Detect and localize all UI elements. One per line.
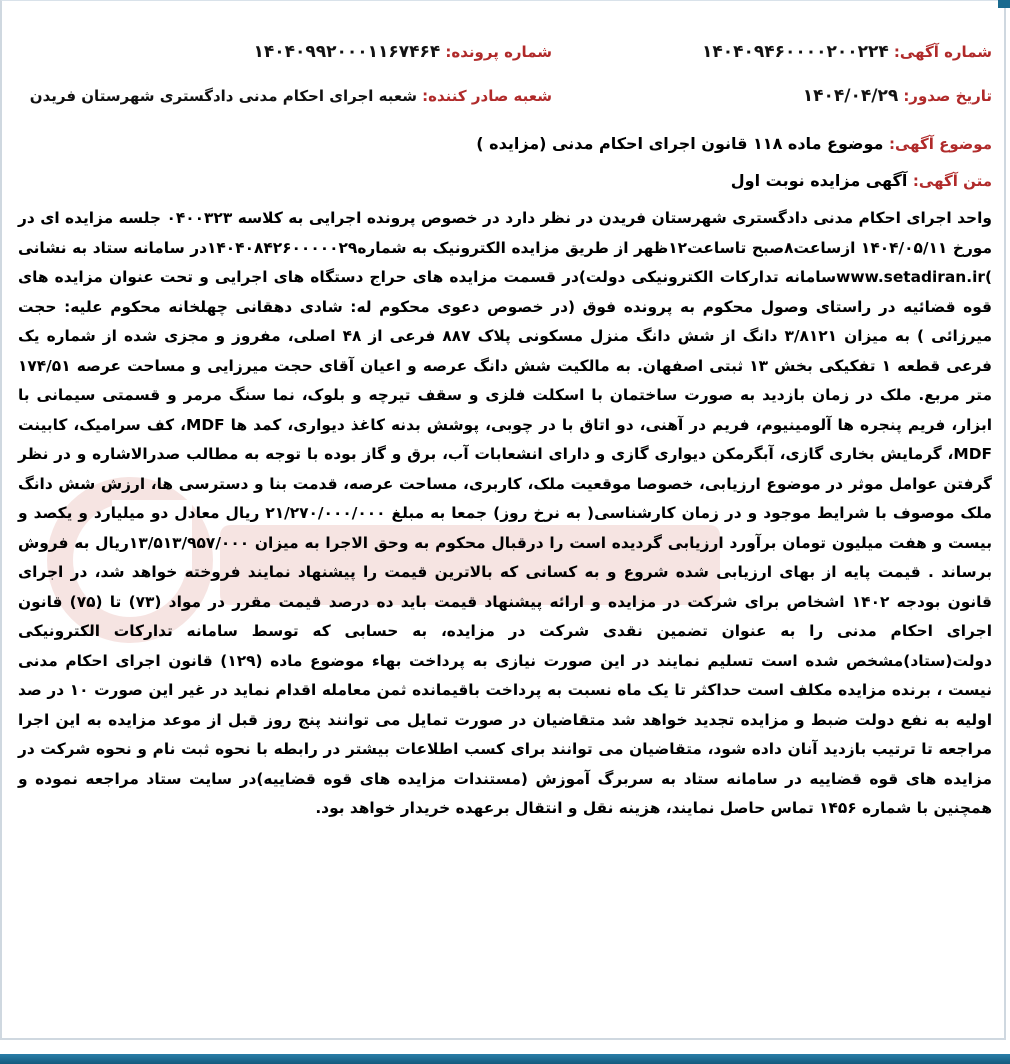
notice-number-value: ۱۴۰۴۰۹۴۶۰۰۰۰۲۰۰۲۲۴	[702, 42, 889, 62]
subject-label: موضوع آگهی:	[888, 135, 992, 153]
file-number-label: شماره پرونده:	[445, 43, 552, 61]
header-row-1	[18, 38, 992, 82]
issuer	[30, 86, 552, 105]
notice-number	[702, 42, 992, 62]
file-number	[254, 42, 552, 62]
notice-document	[18, 38, 992, 824]
file-number-value: ۱۴۰۴۰۹۹۲۰۰۰۱۱۶۷۴۶۴	[253, 42, 441, 62]
header-row-2	[18, 82, 992, 126]
window-corner	[998, 0, 1010, 8]
subject-value: موضوع ماده ۱۱۸ قانون اجرای احکام مدنی (مزایده )	[476, 134, 884, 153]
issuer-label: شعبه صادر کننده:	[422, 87, 552, 105]
notice-body: واحد اجرای احکام مدنی دادگستری شهرستان فریدن در نظر دارد در خصوص پرونده اجرایی به کلاسه ۰۴۰۰۳۲۳ جلسه مزایده ای در مورخ ۱۴۰۴/۰۵/۱۱ ازساعت۸صبح تاساعت۱۲ظهر از طریق مزایده الکترونیک به شماره۱۴۰۴۰۸۴۲۶۰۰۰۰۰۲۹در سامانه ستاد به نشانی )www.setadiran.irسامانه تدارکات الکترونیکی دولت)در قسمت مزایده های حراج دستگاه های اجرایی و تحت عنوان مزایده های قوه قضائیه در راستای وصول محکوم به پرونده فوق (در خصوص دعوی محکوم له: شادی دهقانی چهلخانه محکوم علیه: حجت میرزائی ) به میزان ۳/۸۱۲۱ دانگ از شش دانگ منزل مسکونی پلاک ۸۸۷ فرعی از ۴۸ اصلی، مفروز و مجزی شده از شماره یک فرعی قطعه ۱ تفکیکی بخش ۱۳ ثبتی اصفهان. به مالکیت شش دانگ عرصه و اعیان آقای حجت میرزایی و مساحت عرصه ۱۷۴/۵۱ متر مربع. ملک در زمان بازدید به صورت ساختمان با اسکلت فلزی و سقف تیرچه و بلوک، نما سنگ مرمر و قسمتی سیمانی با ابزار، فریم پنجره ها آلومینیوم، فریم در آهنی، دو اتاق با در چوبی، پوشش بدنه کاغذ دیواری، کمد ها MDF، کف سرامیک، کابینت MDF، گرمایش بخاری گازی، آبگرمکن دیواری گازی و دارای انشعابات آب، برق و گاز بوده با توجه به مطالب صدرالاشاره و در نظر گرفتن عوامل موثر در موضوع ارزیابی، خصوصا موقعیت ملک، کاربری، مساحت عرصه، قدمت بنا و دسترسی ها، ارزش شش دانگ ملک موصوف با شرایط موجود و در زمان کارشناسی( به نرخ روز) جمعا به مبلغ ۲۱/۲۷۰/۰۰۰/۰۰۰ ریال معادل دو میلیارد و یکصد و بیست و هفت میلیون تومان برآورد ارزیابی گردیده است را درقبال محکوم به وحق الاجرا به میزان ۱۳/۵۱۳/۹۵۷/۰۰۰ریال به فروش برساند . قیمت پایه از بهای ارزیابی شده شروع و به کسانی که بالاترین قیمت را پیشنهاد نمایند فروخته خواهد شد، در اجرای قانون بودجه ۱۴۰۲ اشخاص برای شرکت در مزایده و ارائه پیشنهاد قیمت باید ده درصد قیمت مقرر در مواد (۷۳) تا (۷۵) قانون اجرای احکام مدنی را به عنوان تضمین نقدی شرکت در مزایده، به حسابی که توسط سامانه تدارکات الکترونیکی دولت(ستاد)مشخص شده است تسلیم نمایند در این صورت نیازی به پرداخت بهاء موضوع ماده (۱۲۹) قانون اجرای احکام مدنی نیست ، برنده مزایده مکلف است حداکثر تا یک ماه نسبت به پرداخت باقیمانده ثمن معامله اقدام نماید در غیر این صورت ۱۰ در صد اولیه به نفع دولت ضبط و مزایده تجدید خواهد شد متقاضیان در صورت تمایل می توانند پنج روز قبل از موعد مزایده به این اجرا مراجعه تا ترتیب بازدید آنان داده شود، متقاضیان می توانند برای کسب اطلاعات بیشتر در رابطه با نحوه ثبت نام و نحوه شرکت در مزایده های قوه قضاییه در سامانه ستاد به سربرگ آموزش (مستندات مزایده های قوه قضاییه)در سایت ستاد مراجعه نموده و همچنین با شماره ۱۴۵۶ تماس حاصل نمایند، هزینه نقل و انتقال برعهده خریدار خواهد بود.	[18, 209, 993, 817]
text-label: متن آگهی:	[912, 172, 992, 190]
notice-subject	[18, 134, 992, 153]
issue-date	[803, 86, 992, 106]
issuer-value: شعبه اجرای احکام مدنی دادگستری شهرستان فریدن	[29, 87, 418, 105]
notice-number-label: شماره آگهی:	[893, 43, 992, 61]
issue-date-label: تاریخ صدور:	[903, 87, 992, 105]
text-title: آگهی مزایده نوبت اول	[730, 171, 908, 190]
notice-title	[18, 171, 992, 190]
bottom-bar	[0, 1054, 1010, 1064]
issue-date-value: ۱۴۰۴/۰۴/۲۹	[802, 86, 899, 106]
